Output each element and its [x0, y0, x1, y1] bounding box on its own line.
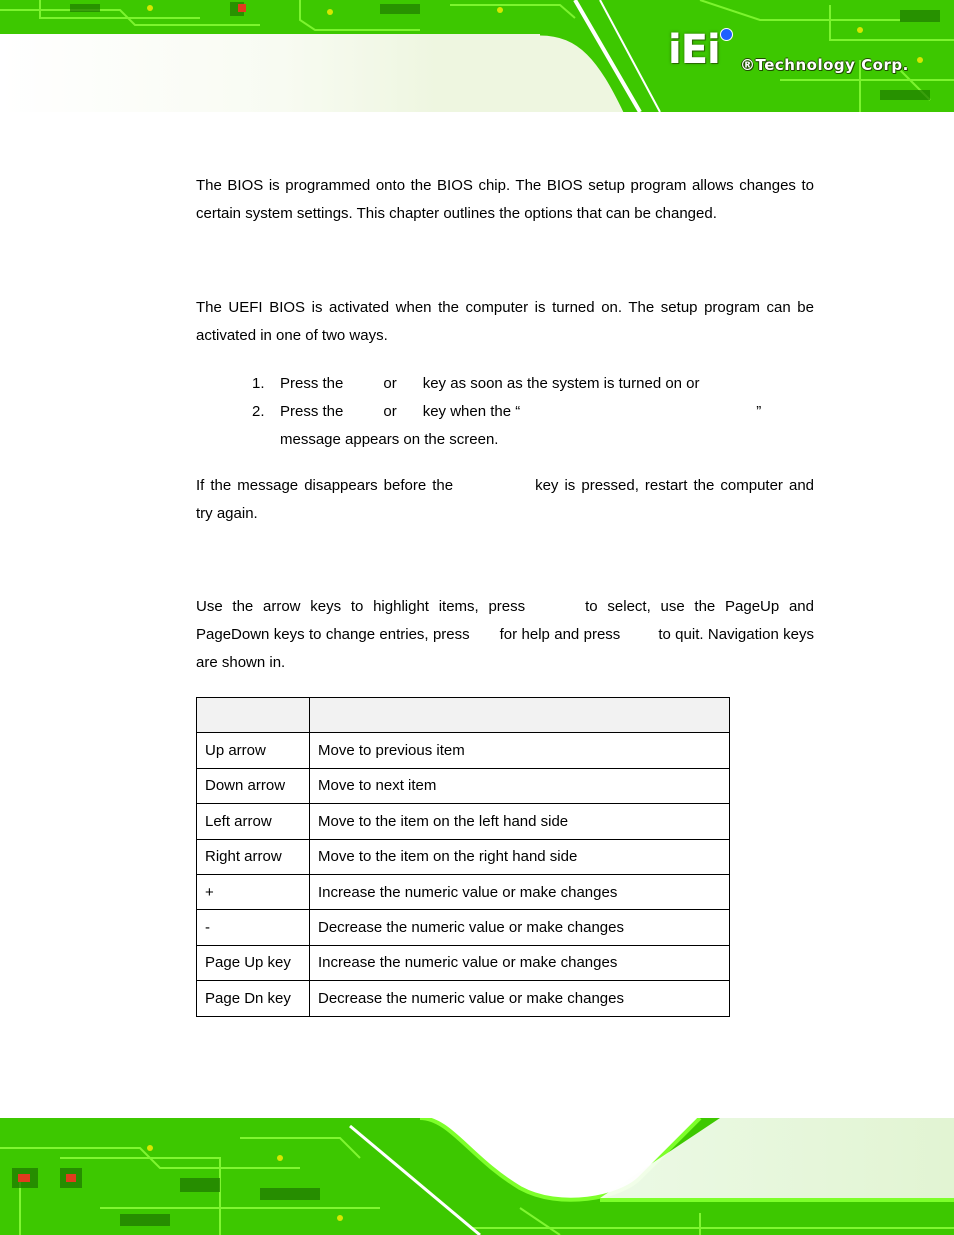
table-header-key [197, 698, 310, 733]
table-header-function [310, 698, 730, 733]
function-cell: Move to the item on the right hand side [310, 839, 730, 874]
retry-paragraph [196, 472, 814, 528]
step-text-part: key as soon as the system is turned on or [422, 375, 700, 392]
list-item [196, 398, 814, 454]
company-logo [668, 26, 926, 82]
table-header-row [197, 698, 730, 733]
retry-text: If the message disappears before the [196, 477, 454, 494]
key-cell: + [197, 874, 310, 909]
step-text-part: Press the [280, 375, 344, 392]
function-cell: Increase the numeric value or make changes [310, 945, 730, 980]
table-row [197, 768, 730, 803]
table-row [197, 981, 730, 1016]
navigation-text: to quit. Navigation keys are shown in. [196, 626, 814, 671]
key-cell: Right arrow [197, 839, 310, 874]
key-cell: Page Dn key [197, 981, 310, 1016]
step-text-part: or [383, 403, 397, 420]
key-cell: Page Up key [197, 945, 310, 980]
starting-paragraph: The UEFI BIOS is activated when the computer is turned on. The setup program can be activated in one of two ways. [196, 299, 814, 344]
function-cell: Move to previous item [310, 733, 730, 768]
key-cell: - [197, 910, 310, 945]
activation-steps [196, 370, 814, 454]
key-cell: Left arrow [197, 804, 310, 839]
step-text [280, 398, 814, 454]
step-text-part: key when the “ [422, 403, 521, 420]
step-text-part: ” [756, 403, 762, 420]
step-text [280, 370, 814, 398]
navigation-text: for help and press [499, 626, 621, 643]
function-cell: Increase the numeric value or make changes [310, 874, 730, 909]
retry-text: key is pressed, restart the computer and try again. [196, 477, 814, 522]
navigation-paragraph [196, 593, 814, 677]
table-row [197, 945, 730, 980]
footer-circuit-banner [0, 1118, 954, 1235]
table-row [197, 733, 730, 768]
function-cell: Decrease the numeric value or make changes [310, 910, 730, 945]
step-text-part: Press the [280, 403, 344, 420]
step-number: 2. [252, 403, 265, 420]
logo-text: ®Technology Corp. [740, 56, 909, 74]
function-cell: Decrease the numeric value or make changes [310, 981, 730, 1016]
list-item [196, 370, 814, 398]
step-text-part: message appears on the screen. [280, 431, 499, 448]
logo-dot-icon [720, 28, 733, 41]
function-cell: Move to the item on the left hand side [310, 804, 730, 839]
step-text-part: or [383, 375, 397, 392]
table-row [197, 804, 730, 839]
navigation-text: Use the arrow keys to highlight items, press [196, 598, 526, 615]
logo-mark: iEi [668, 27, 720, 73]
key-cell: Up arrow [197, 733, 310, 768]
function-cell: Move to next item [310, 768, 730, 803]
navigation-keys-table [196, 697, 730, 1017]
step-number: 1. [252, 375, 265, 392]
table-row [197, 910, 730, 945]
navigation-text: to select, use the PageUp and PageDown keys to change entries, press [196, 598, 814, 643]
intro-paragraph: The BIOS is programmed onto the BIOS chip. The BIOS setup program allows changes to certain system settings. This chapter outlines the options that can be changed. [196, 177, 814, 222]
table-row [197, 874, 730, 909]
key-cell: Down arrow [197, 768, 310, 803]
table-row [197, 839, 730, 874]
